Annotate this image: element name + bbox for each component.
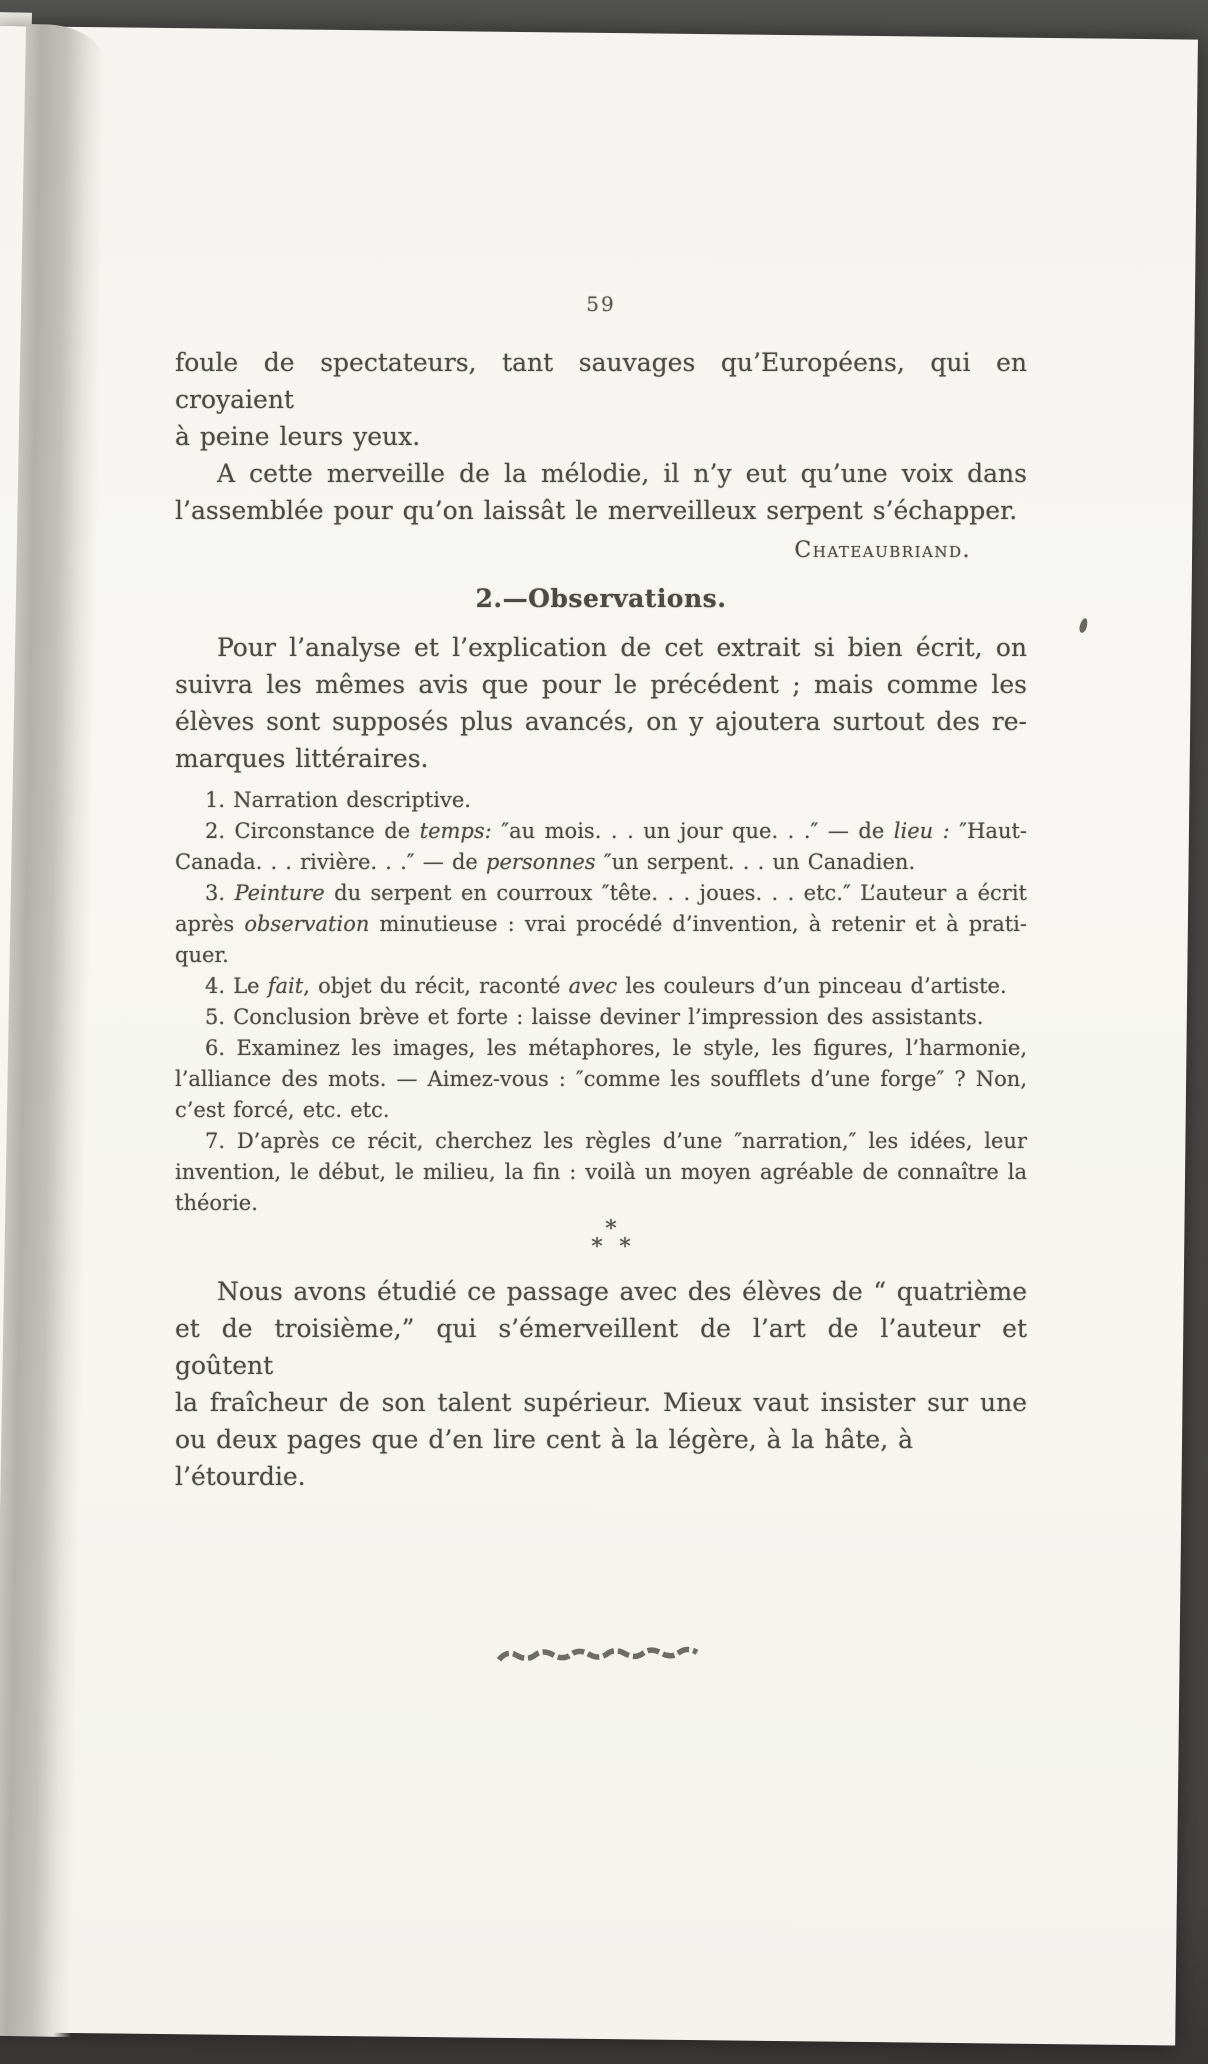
ornament-squiggle (495, 1643, 707, 1667)
text-line (175, 1310, 1027, 1384)
text-line (175, 418, 1027, 455)
text-line (175, 816, 1027, 847)
italic-text: lieu : (893, 819, 950, 843)
text-line (175, 940, 1027, 971)
italic-text: temps: (419, 819, 492, 843)
text-line (175, 909, 1027, 940)
text-run: 3. (205, 881, 235, 905)
text-run: invention, le début, le milieu, la fin : voilà un moyen agréable de connaître la (175, 1160, 1027, 1184)
italic-text: avec (568, 974, 618, 998)
text-run: ou deux pages que d’en lire cent à la légère, à la hâte, à l’étourdie. (175, 1425, 914, 1491)
text-line (175, 878, 1027, 909)
text-run: Nous avons étudié ce passage avec des élèves de “ quatrième (217, 1277, 1027, 1306)
text-line (175, 703, 1027, 740)
text-line (175, 1002, 1027, 1033)
text-run: minutieuse : vrai procédé d’invention, à retenir et à prati- (369, 912, 1027, 936)
text-run: , objet du récit, raconté (303, 974, 569, 998)
text-column (175, 292, 1027, 1665)
text-line (175, 1126, 1027, 1157)
page-number: 59 (586, 292, 616, 316)
text-run: l’alliance des mots. — Aimez-vous : ″comme les soufflets d’une forge″ ? Non, (175, 1067, 1027, 1091)
text-run: foule de spectateurs, tant sauvages qu’Européens, qui en croyaient (175, 348, 1027, 414)
text-run: A cette merveille de la mélodie, il n’y eut qu’une voix dans (217, 459, 1027, 488)
text-line (175, 971, 1027, 1002)
text-run: 4. Le (205, 974, 268, 998)
text-run: et de troisième,” qui s’émerveillent de l’art de l’auteur et goûtent (175, 1314, 1027, 1380)
asterisk-icon: * (605, 1217, 617, 1242)
text-run: 2. Circonstance de (205, 819, 420, 843)
text-line (175, 1033, 1027, 1064)
italic-text: personnes (486, 850, 596, 874)
text-run: les couleurs d’un pinceau d’artiste. (617, 974, 1007, 998)
text-line (175, 666, 1027, 703)
list-item (175, 816, 1027, 878)
italic-text: observation (244, 912, 370, 936)
text-run: 1. Narration descriptive. (205, 788, 471, 812)
text-run: ″au mois. . . un jour que. . .″ — de (491, 819, 894, 843)
list-item (175, 1002, 1027, 1033)
text-run: du serpent en courroux ″tête. . . joues. . . etc.″ L’auteur a écrit (324, 881, 1027, 905)
excerpt-paragraphs (175, 344, 1027, 529)
author-signature: Chateaubriand. (794, 538, 971, 563)
text-run: élèves sont supposés plus avancés, on y ajoutera surtout des re- (175, 707, 1027, 736)
text-line (175, 455, 1027, 492)
asterisk-icon: * (619, 1235, 631, 1260)
asterism (175, 1217, 1027, 1267)
text-line (175, 1273, 1027, 1310)
text-run: 7. D’après ce récit, cherchez les règles d’une ″narration,″ les idées, leur (205, 1129, 1027, 1153)
section-heading: 2.—Observations. (475, 584, 727, 613)
text-line (175, 785, 1027, 816)
list-item (175, 971, 1027, 1002)
text-line (175, 740, 1027, 777)
list-item (175, 1033, 1027, 1126)
text-line (175, 629, 1027, 666)
intro-paragraph (175, 629, 1027, 777)
list-item (175, 1126, 1027, 1219)
text-run: après (175, 912, 245, 936)
text-run: Pour l’analyse et l’explication de cet extrait si bien écrit, on (217, 633, 1027, 662)
text-line (175, 1188, 1027, 1219)
text-line (175, 1064, 1027, 1095)
text-run: suivra les mêmes avis que pour le précédent ; mais comme les (175, 670, 1027, 699)
text-run: 5. Conclusion brève et forte : laisse deviner l’impression des assistants. (205, 1005, 984, 1029)
text-run: à peine leurs yeux. (175, 422, 421, 451)
text-line (175, 1421, 1027, 1495)
italic-text: fait (267, 974, 304, 998)
text-line (175, 1157, 1027, 1188)
text-run: l’assemblée pour qu’on laissât le merveilleux serpent s’échapper. (175, 496, 1018, 525)
text-line (175, 1095, 1027, 1126)
list-item (175, 878, 1027, 971)
text-run: Canada. . . rivière. . .″ — de (175, 850, 486, 874)
list-item (175, 785, 1027, 816)
text-line (175, 1384, 1027, 1421)
italic-text: Peinture (234, 881, 325, 905)
text-run: c’est forcé, etc. etc. (175, 1098, 390, 1122)
text-line (175, 847, 1027, 878)
text-run: théorie. (175, 1191, 258, 1215)
text-run: 6. Examinez les images, les métaphores, le style, les figures, l’harmonie, (205, 1036, 1027, 1060)
text-run: ″Haut- (949, 819, 1027, 843)
closing-paragraph (175, 1273, 1027, 1495)
text-run: quer. (175, 943, 229, 967)
text-line (175, 492, 1027, 529)
text-line (175, 344, 1027, 418)
text-run: la fraîcheur de son talent supérieur. Mieux vaut insister sur une (175, 1388, 1027, 1417)
text-run: marques littéraires. (175, 744, 429, 773)
asterisk-icon: * (591, 1235, 603, 1260)
text-run: ″un serpent. . . un Canadien. (595, 850, 916, 874)
observations-list (175, 785, 1027, 1219)
